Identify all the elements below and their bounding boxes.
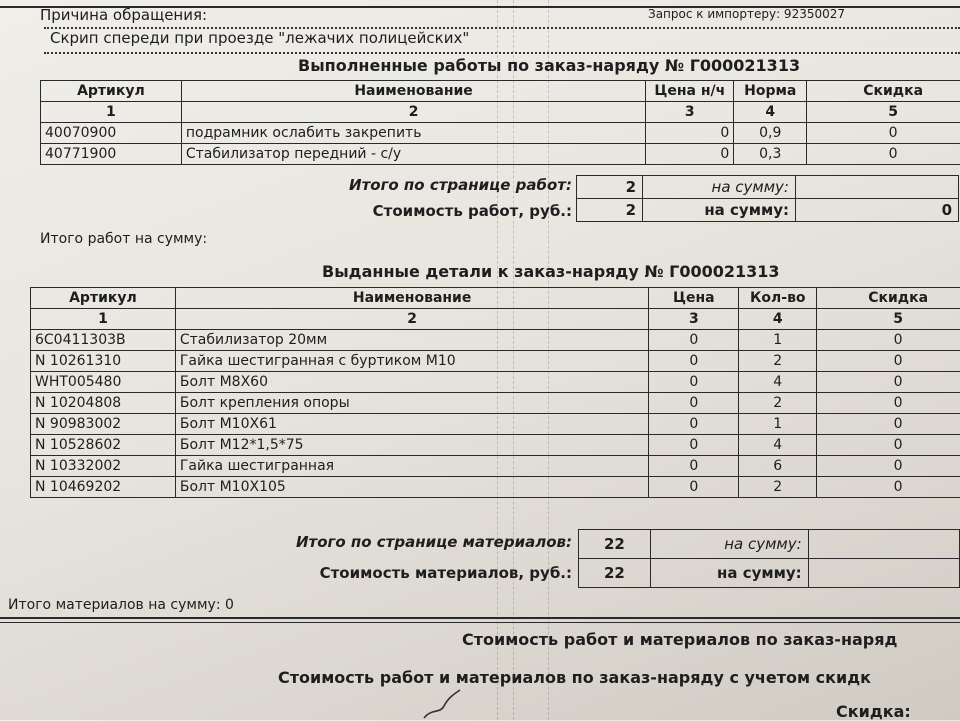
table-row — [31, 435, 960, 456]
cell-norm: 0,9 — [734, 123, 807, 144]
table-row — [31, 351, 960, 372]
cell-price: 0 — [646, 123, 734, 144]
works-cost-sum-label: на сумму: — [643, 199, 796, 222]
parts-cost-sum-value — [808, 559, 959, 588]
cell-name: подрамник ослабить закрепить — [181, 123, 645, 144]
cell-name: Болт М10Х61 — [175, 414, 649, 435]
cell-name: Болт М12*1,5*75 — [175, 435, 649, 456]
works-number-row — [41, 102, 960, 123]
parts-number-row — [31, 309, 960, 330]
works-page-sum-value — [796, 176, 959, 199]
cell-price: 0 — [649, 456, 739, 477]
works-page-total-value: 2 — [577, 176, 643, 199]
reason-text: Скрип спереди при проезде "лежачих полицейских" — [50, 29, 469, 47]
parts-cost-label: Стоимость материалов, руб.: — [230, 564, 572, 582]
cell-article: WHT005480 — [31, 372, 176, 393]
table-row — [31, 477, 960, 498]
cell-qty: 2 — [739, 393, 817, 414]
parts-page-sum-value — [808, 530, 959, 559]
col-number: 5 — [807, 102, 960, 123]
cell-article: 6С0411303В — [31, 330, 176, 351]
cell-qty: 2 — [739, 477, 817, 498]
cell-qty: 4 — [739, 435, 817, 456]
cell-price: 0 — [646, 144, 734, 165]
col-number: 4 — [734, 102, 807, 123]
cell-article: N 10469202 — [31, 477, 176, 498]
separator-line — [0, 622, 960, 623]
cell-discount: 0 — [807, 144, 960, 165]
cell-price: 0 — [649, 330, 739, 351]
col-article: Артикул — [31, 288, 176, 309]
cell-name: Болт М10Х105 — [175, 477, 649, 498]
col-number: 3 — [646, 102, 734, 123]
col-number: 4 — [739, 309, 817, 330]
parts-grand-total: Итого материалов на сумму: 0 — [8, 597, 234, 613]
parts-cost-value: 22 — [579, 559, 651, 588]
cell-discount: 0 — [817, 372, 960, 393]
table-row — [31, 456, 960, 477]
works-cost-sum-value: 0 — [796, 199, 959, 222]
cell-qty: 6 — [739, 456, 817, 477]
table-row — [31, 372, 960, 393]
cell-article: 40771900 — [41, 144, 182, 165]
cell-discount: 0 — [817, 393, 960, 414]
works-table — [40, 80, 960, 165]
cell-discount: 0 — [817, 330, 960, 351]
importer-request: Запрос к импортеру: 92350027 — [648, 7, 845, 21]
col-article: Артикул — [41, 81, 182, 102]
cell-qty: 2 — [739, 351, 817, 372]
parts-page-sum-label: на сумму: — [650, 530, 808, 559]
col-name: Наименование — [175, 288, 649, 309]
cell-name: Стабилизатор передний - с/у — [181, 144, 645, 165]
table-row — [41, 144, 960, 165]
parts-totals-table — [578, 529, 960, 588]
summary-discount-label: Скидка: — [836, 702, 911, 721]
works-header-row — [41, 81, 960, 102]
cell-price: 0 — [649, 372, 739, 393]
cell-name: Гайка шестигранная с буртиком М10 — [175, 351, 649, 372]
cell-article: 40070900 — [41, 123, 182, 144]
cell-name: Болт крепления опоры — [175, 393, 649, 414]
cell-qty: 1 — [739, 414, 817, 435]
table-row — [41, 123, 960, 144]
table-row — [31, 414, 960, 435]
cell-article: N 10261310 — [31, 351, 176, 372]
cell-norm: 0,3 — [734, 144, 807, 165]
works-cost-label: Стоимость работ, руб.: — [250, 202, 572, 220]
col-number: 1 — [31, 309, 176, 330]
cell-price: 0 — [649, 477, 739, 498]
cell-article: N 10204808 — [31, 393, 176, 414]
col-qty: Кол-во — [739, 288, 817, 309]
parts-cost-sum-label: на сумму: — [650, 559, 808, 588]
signature-mark — [420, 688, 470, 720]
cell-name: Болт М8Х60 — [175, 372, 649, 393]
col-price: Цена — [649, 288, 739, 309]
table-row — [31, 393, 960, 414]
parts-page-total-label: Итого по странице материалов: — [230, 533, 572, 551]
summary-line-1: Стоимость работ и материалов по заказ-наряд — [462, 630, 897, 649]
works-grand-total: Итого работ на сумму: — [40, 231, 207, 247]
col-norm: Норма — [734, 81, 807, 102]
col-number: 3 — [649, 309, 739, 330]
parts-page-total-value: 22 — [579, 530, 651, 559]
col-price: Цена н/ч — [646, 81, 734, 102]
works-page-total-label: Итого по странице работ: — [250, 176, 572, 194]
col-discount: Скидка — [817, 288, 960, 309]
cell-article: N 10332002 — [31, 456, 176, 477]
summary-line-2: Стоимость работ и материалов по заказ-наряду с учетом скидк — [278, 668, 871, 687]
table-row — [31, 330, 960, 351]
parts-table — [30, 287, 960, 498]
cell-discount: 0 — [817, 456, 960, 477]
dotted-divider — [44, 52, 960, 54]
cell-discount: 0 — [817, 435, 960, 456]
cell-qty: 4 — [739, 372, 817, 393]
col-number: 2 — [181, 102, 645, 123]
cell-article: N 90983002 — [31, 414, 176, 435]
works-title: Выполненные работы по заказ-наряду № Г000021313 — [298, 56, 800, 75]
col-name: Наименование — [181, 81, 645, 102]
col-number: 2 — [175, 309, 649, 330]
col-discount: Скидка — [807, 81, 960, 102]
cell-name: Гайка шестигранная — [175, 456, 649, 477]
cell-discount: 0 — [807, 123, 960, 144]
cell-qty: 1 — [739, 330, 817, 351]
col-number: 1 — [41, 102, 182, 123]
cell-price: 0 — [649, 393, 739, 414]
col-number: 5 — [817, 309, 960, 330]
reason-label: Причина обращения: — [40, 6, 207, 24]
cell-article: N 10528602 — [31, 435, 176, 456]
cell-discount: 0 — [817, 351, 960, 372]
parts-title: Выданные детали к заказ-наряду № Г000021313 — [322, 262, 780, 281]
cell-price: 0 — [649, 351, 739, 372]
cell-price: 0 — [649, 414, 739, 435]
works-page-sum-label: на сумму: — [643, 176, 796, 199]
works-totals-table — [576, 175, 959, 222]
cell-name: Стабилизатор 20мм — [175, 330, 649, 351]
cell-discount: 0 — [817, 477, 960, 498]
cell-price: 0 — [649, 435, 739, 456]
cell-discount: 0 — [817, 414, 960, 435]
parts-header-row — [31, 288, 960, 309]
separator-line — [0, 617, 960, 619]
works-cost-value: 2 — [577, 199, 643, 222]
